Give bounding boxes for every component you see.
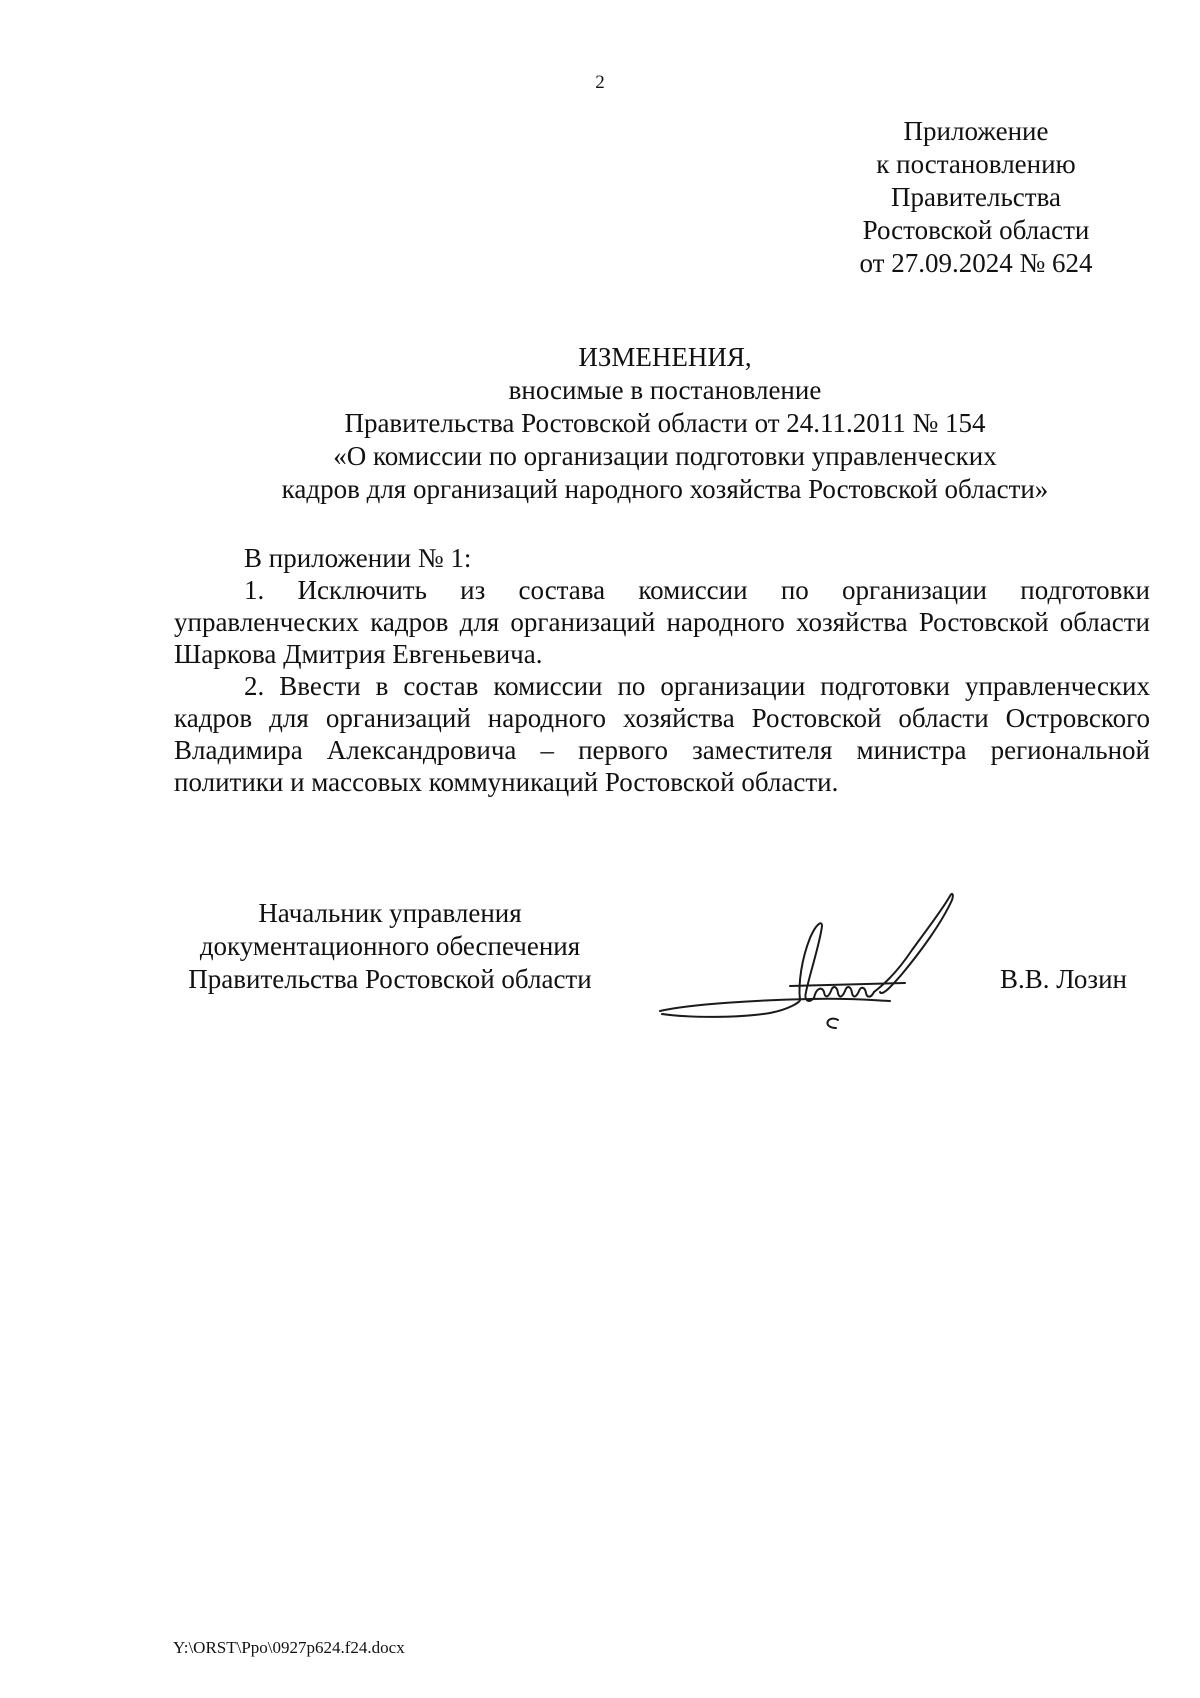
body-item: 2. Ввести в состав комиссии по организации подготовки управленческих кадров для организаций народного хозяйства Ростовской области Островского Владимира Александровича – первого заместителя министра региональной политики и массовых коммуникаций Ростовской области.: [174, 671, 1150, 797]
signatory-position: [160, 897, 620, 996]
appendix-line: к постановлению: [876, 149, 1076, 179]
signatory-position-line: Правительства Ростовской области: [188, 964, 592, 994]
appendix-line: от 27.09.2024 № 624: [859, 248, 1093, 278]
document-heading: [120, 341, 1200, 506]
heading-line: вносимые в постановление: [508, 375, 822, 405]
body-item: 1. Исключить из состава комиссии по организации подготовки управленческих кадров для организаций народного хозяйства Ростовской области Шаркова Дмитрия Евгеньевича.: [174, 575, 1150, 669]
footer-file-path: Y:\ORST\Ppo\0927p624.f24.docx: [173, 1638, 405, 1657]
heading-title: ИЗМЕНЕНИЯ,: [578, 342, 752, 372]
handwritten-signature: [650, 888, 990, 1038]
signatory-name: В.В. Лозин: [1000, 964, 1127, 994]
signatory-position-line: документационного обеспечения: [199, 931, 581, 961]
body-intro: В приложении № 1:: [244, 543, 472, 573]
appendix-block: [806, 115, 1146, 280]
page-number: 2: [595, 72, 605, 93]
appendix-line: Приложение: [903, 116, 1049, 146]
appendix-line: Правительства: [891, 182, 1061, 212]
appendix-line: Ростовской области: [862, 215, 1090, 245]
heading-line: Правительства Ростовской области от 24.11.2011 № 154: [344, 408, 986, 438]
signatory-position-line: Начальник управления: [258, 898, 522, 928]
document-body: [174, 542, 1150, 798]
heading-line: кадров для организаций народного хозяйства Ростовской области»: [281, 474, 1049, 504]
heading-line: «О комиссии по организации подготовки управленческих: [333, 441, 997, 471]
